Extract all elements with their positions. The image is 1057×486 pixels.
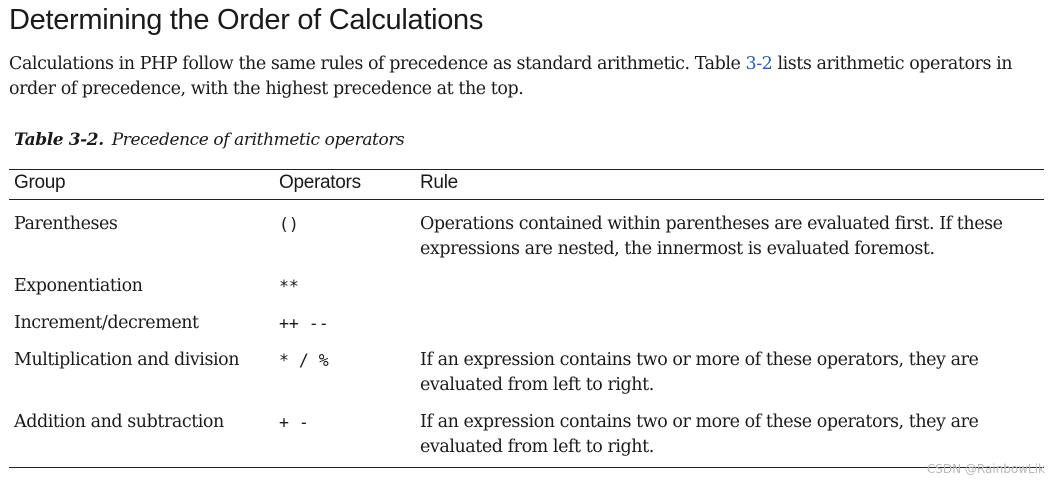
header-rule: Rule [420,172,458,193]
header-operators: Operators [279,172,361,193]
row-operators: * / % [279,351,329,370]
table-caption-text: Precedence of arithmetic operators [111,130,405,150]
row-group: Exponentiation [14,276,143,296]
row-operators: ++ -- [279,314,329,333]
row-group: Addition and subtraction [14,412,224,432]
table-caption [14,130,404,150]
header-group: Group [14,172,66,193]
intro-text-after: lists arithmetic operators in order of precedence, with the highest precedence at the top. [9,54,1013,99]
row-group: Parentheses [14,214,118,234]
intro-text-before: Calculations in PHP follow the same rules of precedence as standard arithmetic. Table [9,54,746,74]
watermark: CSDN @RainbowLik [926,462,1045,476]
table-caption-label: Table 3-2. [14,130,104,150]
intro-paragraph [9,52,1049,102]
table-reference-link[interactable]: 3-2 [745,54,773,74]
table-top-rule [9,169,1044,170]
row-group: Multiplication and division [14,350,240,370]
row-rule: If an expression contains two or more of these operators, they are evaluated from left to right. [420,350,979,395]
row-operators: () [279,215,299,234]
section-heading: Determining the Order of Calculations [9,4,484,36]
row-rule: If an expression contains two or more of these operators, they are evaluated from left to right. [420,412,979,457]
table-bottom-rule [9,467,1044,468]
row-operators: ** [279,277,299,296]
row-rule: Operations contained within parentheses are evaluated first. If these expressions are nested, the innermost is evaluated foremost. [420,214,1003,259]
table-header-rule [9,199,1044,200]
row-group: Increment/decrement [14,313,199,333]
row-operators: + - [279,413,309,432]
